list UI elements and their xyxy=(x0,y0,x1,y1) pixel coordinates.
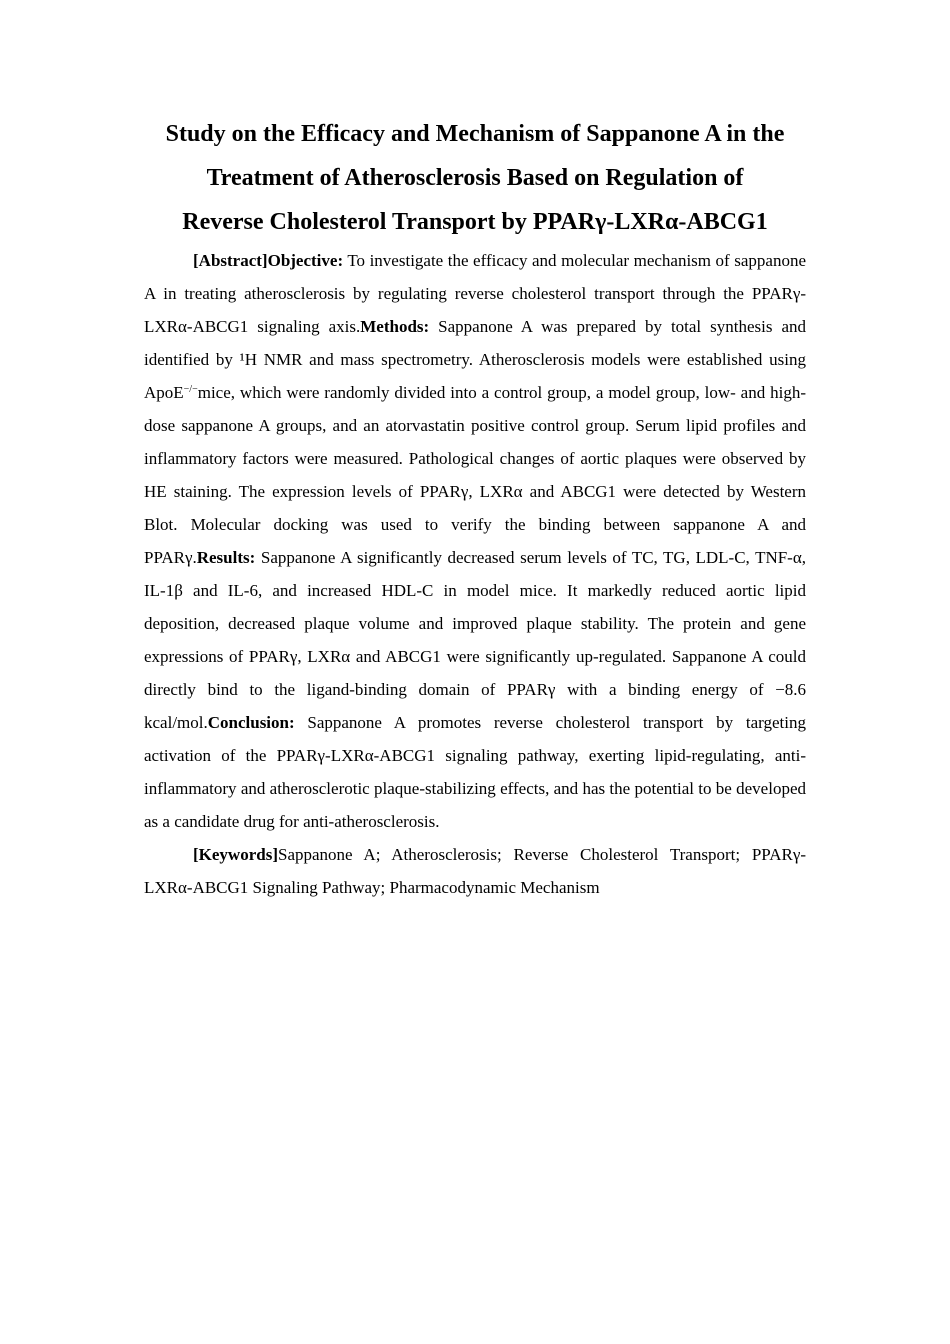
results-label: Results: xyxy=(196,548,256,567)
methods-text-part-2: mice, which were randomly divided into a control group, a model group, low- and high-dose sappanone A groups, and an atorvastatin positive control group. Serum lipid profiles and inflammatory factors were measured. Pathological changes of aortic plaques were observed by HE staining. The expression levels of PPARγ, LXRα and ABCG1 were detected by Western Blot. Molecular docking was used to verify the binding between sappanone A and PPARγ. xyxy=(144,383,806,567)
keywords-label: [Keywords] xyxy=(193,845,278,864)
objective-label: Objective: xyxy=(267,251,344,270)
abstract-paragraph xyxy=(144,244,806,838)
conclusion-label: Conclusion: xyxy=(207,713,295,732)
conclusion-text: Sappanone A promotes reverse cholesterol transport by targeting activation of the PPARγ-LXRα-ABCG1 signaling pathway, exerting lipid-regulating, anti-inflammatory and atherosclerotic plaque-stabilizing effects, and has the potential to be developed as a candidate drug for anti-atherosclerosis. xyxy=(144,713,806,831)
abstract-label: [Abstract] xyxy=(193,251,268,270)
title-line-2: Treatment of Atherosclerosis Based on Regulation of xyxy=(206,165,744,191)
title-line-3: Reverse Cholesterol Transport by PPARγ-LXRα-ABCG1 xyxy=(182,209,768,235)
keywords-text: Sappanone A; Atherosclerosis; Reverse Cholesterol Transport; PPARγ-LXRα-ABCG1 Signaling Pathway; Pharmacodynamic Mechanism xyxy=(144,845,806,897)
paper-title xyxy=(144,112,806,244)
results-text: Sappanone A significantly decreased serum levels of TC, TG, LDL-C, TNF-α, IL-1β and IL-6, and increased HDL-C in model mice. It markedly reduced aortic lipid deposition, decreased plaque volume and improved plaque stability. The protein and gene expressions of PPARγ, LXRα and ABCG1 were significantly up-regulated. Sappanone A could directly bind to the ligand-binding domain of PPARγ with a binding energy of −8.6 kcal/mol. xyxy=(144,548,806,732)
paper-page xyxy=(144,112,806,904)
objective-text: To investigate the efficacy and molecular mechanism of sappanone A in treating atherosclerosis by regulating reverse cholesterol transport through the PPARγ-LXRα-ABCG1 signaling axis. xyxy=(144,251,806,336)
title-line-1: Study on the Efficacy and Mechanism of Sappanone A in the xyxy=(165,121,785,147)
methods-label: Methods: xyxy=(360,317,430,336)
keywords-paragraph xyxy=(144,838,806,904)
apoe-superscript: −/− xyxy=(183,384,198,395)
methods-text-part-1: Sappanone A was prepared by total synthesis and identified by ¹H NMR and mass spectrometry. Atherosclerosis models were established using ApoE xyxy=(144,317,806,402)
